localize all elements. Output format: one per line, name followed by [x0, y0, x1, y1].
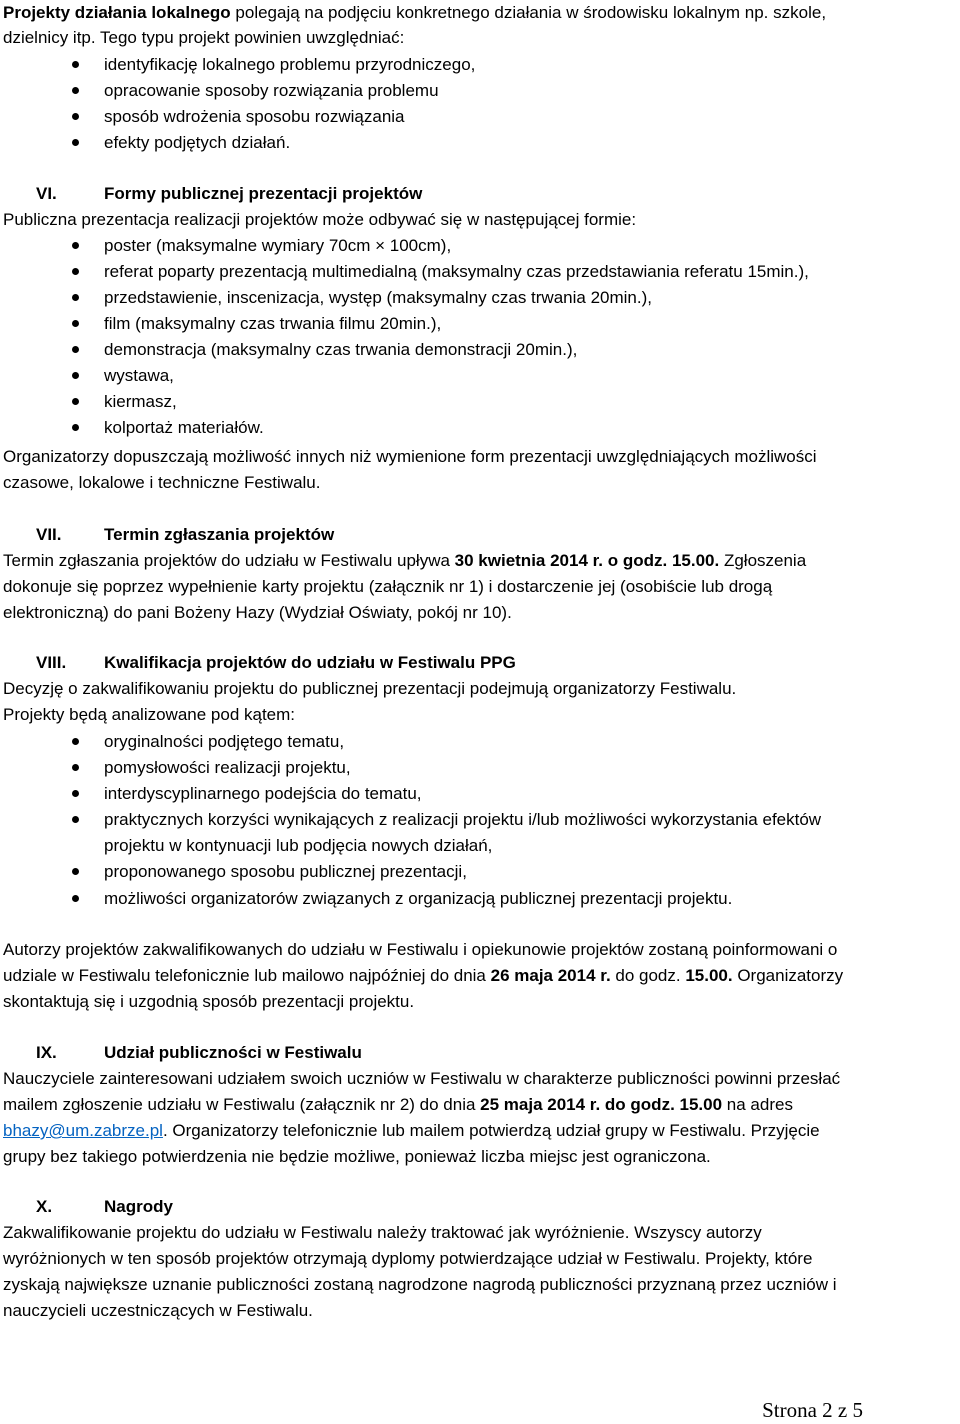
deadline-date: 30 kwietnia 2014 r. o godz. 15.00. — [454, 551, 720, 570]
bullet-icon — [72, 242, 79, 249]
list-item-text: efekty podjętych działań. — [104, 133, 291, 152]
sec8-line-1: Decyzję o zakwalifikowaniu projektu do publicznej prezentacji podejmują organizatorzy Festiwalu. — [3, 679, 737, 698]
list-item-text: sposób wdrożenia sposobu rozwiązania — [104, 107, 405, 126]
sec9-text: na adres — [722, 1095, 793, 1114]
bullet-icon — [72, 790, 79, 797]
list-item-text: identyfikację lokalnego problemu przyrodniczego, — [104, 55, 476, 74]
section-number: VII. — [36, 525, 62, 544]
sec7-line-3: elektroniczną) do pani Bożeny Hazy (Wydział Oświaty, pokój nr 10). — [3, 603, 512, 622]
list-item-text: proponowanego sposobu publicznej prezentacji, — [104, 862, 467, 881]
bullet-icon — [72, 61, 79, 68]
sec7-line-1 — [3, 548, 806, 573]
section-title: Udział publiczności w Festiwalu — [104, 1043, 362, 1062]
sec8-text: udziale w Festiwalu telefonicznie lub mailowo najpóźniej do dnia — [3, 966, 491, 985]
list-item-text: oryginalności podjętego tematu, — [104, 732, 345, 751]
intro-line-1-text: polegają na podjęciu konkretnego działania w środowisku lokalnym np. szkole, — [230, 3, 827, 22]
list-item-text: kiermasz, — [104, 392, 177, 411]
section-number: VI. — [36, 184, 57, 203]
list-item-text: kolportaż materiałów. — [104, 418, 264, 437]
bullet-icon — [72, 346, 79, 353]
intro-line-2: dzielnicy itp. Tego typu projekt powinien uwzględniać: — [3, 28, 405, 47]
list-item-text: demonstracja (maksymalny czas trwania demonstracji 20min.), — [104, 340, 578, 359]
section-number: VIII. — [36, 653, 67, 672]
sec9-text: . Organizatorzy telefonicznie lub mailem potwierdzą udział grupy w Festiwalu. Przyjęcie — [162, 1121, 820, 1140]
list-item-text: interdyscyplinarnego podejścia do tematu, — [104, 784, 422, 803]
sec9-line-1: Nauczyciele zainteresowani udziałem swoich uczniów w Festiwalu w charakterze publiczności powinni przesłać — [3, 1069, 841, 1088]
list-item-text: przedstawienie, inscenizacja, występ (maksymalny czas trwania 20min.), — [104, 288, 652, 307]
list-item-text: projektu w kontynuacji lub podjęcia nowych działań, — [104, 836, 493, 855]
list-item-text: możliwości organizatorów związanych z organizacją publicznej prezentacji projektu. — [104, 889, 733, 908]
sec9-line-2 — [3, 1092, 793, 1117]
list-item-text: poster (maksymalne wymiary 70cm × 100cm), — [104, 236, 452, 255]
email-link[interactable]: bhazy@um.zabrze.pl — [3, 1121, 163, 1140]
registration-deadline: 25 maja 2014 r. do godz. 15.00 — [480, 1095, 723, 1114]
sec8-para-2 — [3, 963, 843, 988]
sec9-line-4: grupy bez takiego potwierdzenia nie będzie możliwe, ponieważ liczba miejsc jest ograniczona. — [3, 1147, 711, 1166]
section-number: X. — [36, 1197, 53, 1216]
intro-bold-term: Projekty działania lokalnego — [3, 3, 231, 22]
list-item-text: referat poparty prezentacją multimedialną (maksymalny czas przedstawiania referatu 15min.), — [104, 262, 809, 281]
list-item-text: opracowanie sposoby rozwiązania problemu — [104, 81, 439, 100]
sec10-line-3: zyskają największe uznanie publiczności zostaną nagrodzone nagrodą publiczności przyznaną przez uczniów i — [3, 1275, 837, 1294]
list-item-text: praktycznych korzyści wynikających z realizacji projektu i/lub możliwości wykorzystania efektów — [104, 810, 822, 829]
sec6-after-1: Organizatorzy dopuszczają możliwość innych niż wymienione form prezentacji uwzględniających możliwości — [3, 447, 817, 466]
notification-time: 15.00. — [685, 966, 733, 985]
sec8-para-3: skontaktują się i uzgodnią sposób prezentacji projektu. — [3, 992, 415, 1011]
sec8-text: Organizatorzy — [732, 966, 844, 985]
section-title: Nagrody — [104, 1197, 173, 1216]
section-number: IX. — [36, 1043, 57, 1062]
sec8-line-2: Projekty będą analizowane pod kątem: — [3, 705, 296, 724]
sec7-text: Zgłoszenia — [719, 551, 807, 570]
sec10-line-1: Zakwalifikowanie projektu do udziału w Festiwalu należy traktować jak wyróżnienie. Wszyscy autorzy — [3, 1223, 762, 1242]
bullet-icon — [72, 87, 79, 94]
sec9-text: mailem zgłoszenie udziału w Festiwalu (załącznik nr 2) do dnia — [3, 1095, 481, 1114]
bullet-icon — [72, 113, 79, 120]
notification-date: 26 maja 2014 r. — [490, 966, 611, 985]
list-item-text: pomysłowości realizacji projektu, — [104, 758, 351, 777]
sec9-line-3 — [3, 1118, 820, 1143]
sec7-text: Termin zgłaszania projektów do udziału w Festiwalu upływa — [3, 551, 455, 570]
page-number: Strona 2 z 5 — [762, 1398, 863, 1422]
bullet-icon — [72, 398, 79, 405]
bullet-icon — [72, 320, 79, 327]
bullet-icon — [72, 738, 79, 745]
list-item-text: wystawa, — [104, 366, 174, 385]
bullet-icon — [72, 139, 79, 146]
bullet-icon — [72, 268, 79, 275]
sec10-line-2: wyróżnionych w ten sposób projektów otrzymają dyplomy potwierdzające udział w Festiwalu. Projekty, które — [3, 1249, 813, 1268]
section-title: Kwalifikacja projektów do udziału w Festiwalu PPG — [104, 653, 516, 672]
intro-line-1 — [3, 0, 826, 25]
bullet-icon — [72, 895, 79, 902]
sec8-text: do godz. — [610, 966, 686, 985]
section-title: Termin zgłaszania projektów — [104, 525, 335, 544]
bullet-icon — [72, 868, 79, 875]
bullet-icon — [72, 816, 79, 823]
list-item-text: film (maksymalny czas trwania filmu 20min.), — [104, 314, 442, 333]
sec6-after-2: czasowe, lokalowe i techniczne Festiwalu. — [3, 473, 321, 492]
sec10-line-4: nauczycieli uczestniczących w Festiwalu. — [3, 1301, 313, 1320]
bullet-icon — [72, 294, 79, 301]
sec6-lead: Publiczna prezentacja realizacji projektów może odbywać się w następującej formie: — [3, 210, 637, 229]
bullet-icon — [72, 424, 79, 431]
section-title: Formy publicznej prezentacji projektów — [104, 184, 423, 203]
sec8-para-1: Autorzy projektów zakwalifikowanych do udziału w Festiwalu i opiekunowie projektów zostaną poinformowani o — [3, 940, 838, 959]
bullet-icon — [72, 764, 79, 771]
sec7-line-2: dokonuje się poprzez wypełnienie karty projektu (załącznik nr 1) i dostarczenie jej (osobiście lub drogą — [3, 577, 773, 596]
bullet-icon — [72, 372, 79, 379]
